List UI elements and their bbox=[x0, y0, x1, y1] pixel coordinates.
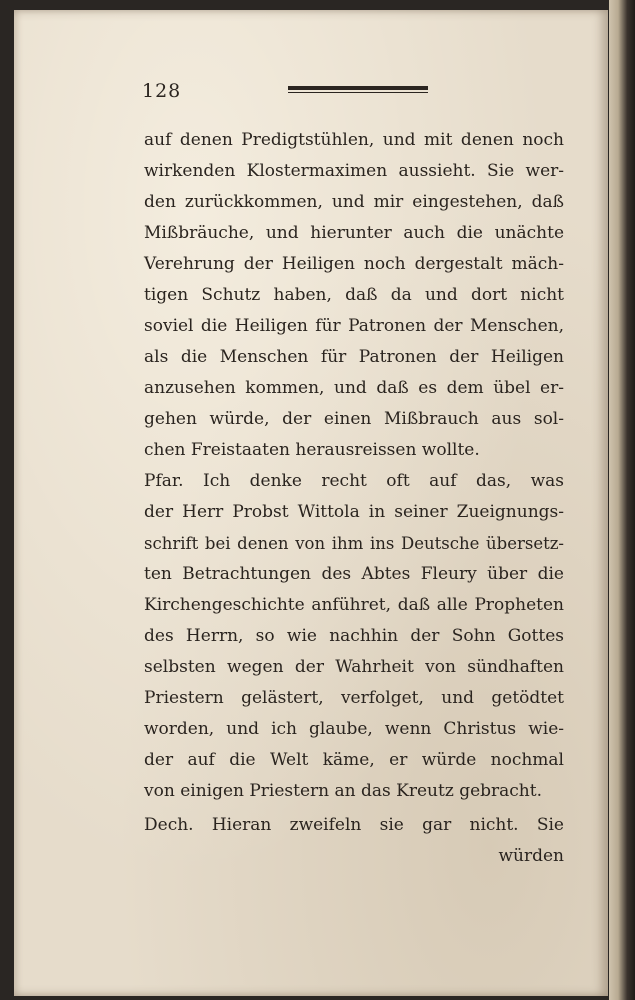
text-line: ten Betrachtungen des Abtes Fleury über die bbox=[144, 564, 564, 584]
text-line: auf denen Predigtstühlen, und mit denen noch bbox=[144, 130, 564, 150]
text-line: worden, und ich glaube, wenn Christus wie- bbox=[144, 719, 564, 739]
header-rule-thick bbox=[288, 86, 428, 90]
text-line: selbsten wegen der Wahrheit von sündhaften bbox=[144, 657, 564, 677]
text-line: Mißbräuche, und hierunter auch die unächte bbox=[144, 223, 564, 243]
text-line: anzusehen kommen, und daß es dem übel er- bbox=[144, 378, 564, 398]
text-line: als die Menschen für Patronen der Heiligen bbox=[144, 347, 564, 367]
header-rule bbox=[288, 84, 428, 93]
text-line: den zurückkommen, und mir eingestehen, daß bbox=[144, 192, 564, 212]
paragraph-2 bbox=[144, 466, 564, 807]
text-line: Priestern gelästert, verfolget, und getödtet bbox=[144, 688, 564, 708]
text-line: soviel die Heiligen für Patronen der Menschen, bbox=[144, 316, 564, 336]
paragraph-1 bbox=[144, 125, 564, 466]
paragraph-3 bbox=[144, 810, 564, 872]
text-line: des Herrn, so wie nachhin der Sohn Gottes bbox=[144, 626, 564, 646]
text-line: gehen würde, der einen Mißbrauch aus sol- bbox=[144, 409, 564, 429]
text-line: der auf die Welt käme, er würde nochmal bbox=[144, 750, 564, 770]
text-line: wirkenden Klostermaximen aussieht. Sie wer- bbox=[144, 161, 564, 181]
text-line: Dech. Hieran zweifeln sie gar nicht. Sie bbox=[144, 815, 564, 835]
text-line: von einigen Priestern an das Kreutz gebracht. bbox=[144, 781, 542, 801]
text-line: tigen Schutz haben, daß da und dort nicht bbox=[144, 285, 564, 305]
text-line: Kirchengeschichte anführet, daß alle Propheten bbox=[144, 595, 564, 615]
text-line: chen Freistaaten herausreissen wollte. bbox=[144, 440, 480, 460]
text-line: Verehrung der Heiligen noch dergestalt mäch- bbox=[144, 254, 564, 274]
text-line: Pfar. Ich denke recht oft auf das, was bbox=[144, 471, 564, 491]
book-edge bbox=[609, 0, 635, 1000]
page-number: 128 bbox=[142, 80, 182, 102]
text-line: schrift bei denen von ihm ins Deutsche übersetz- bbox=[144, 534, 564, 553]
catchword: würden bbox=[498, 846, 564, 866]
text-line: der Herr Probst Wittola in seiner Zueignungs- bbox=[144, 502, 564, 522]
header-rule-thin bbox=[288, 92, 428, 93]
